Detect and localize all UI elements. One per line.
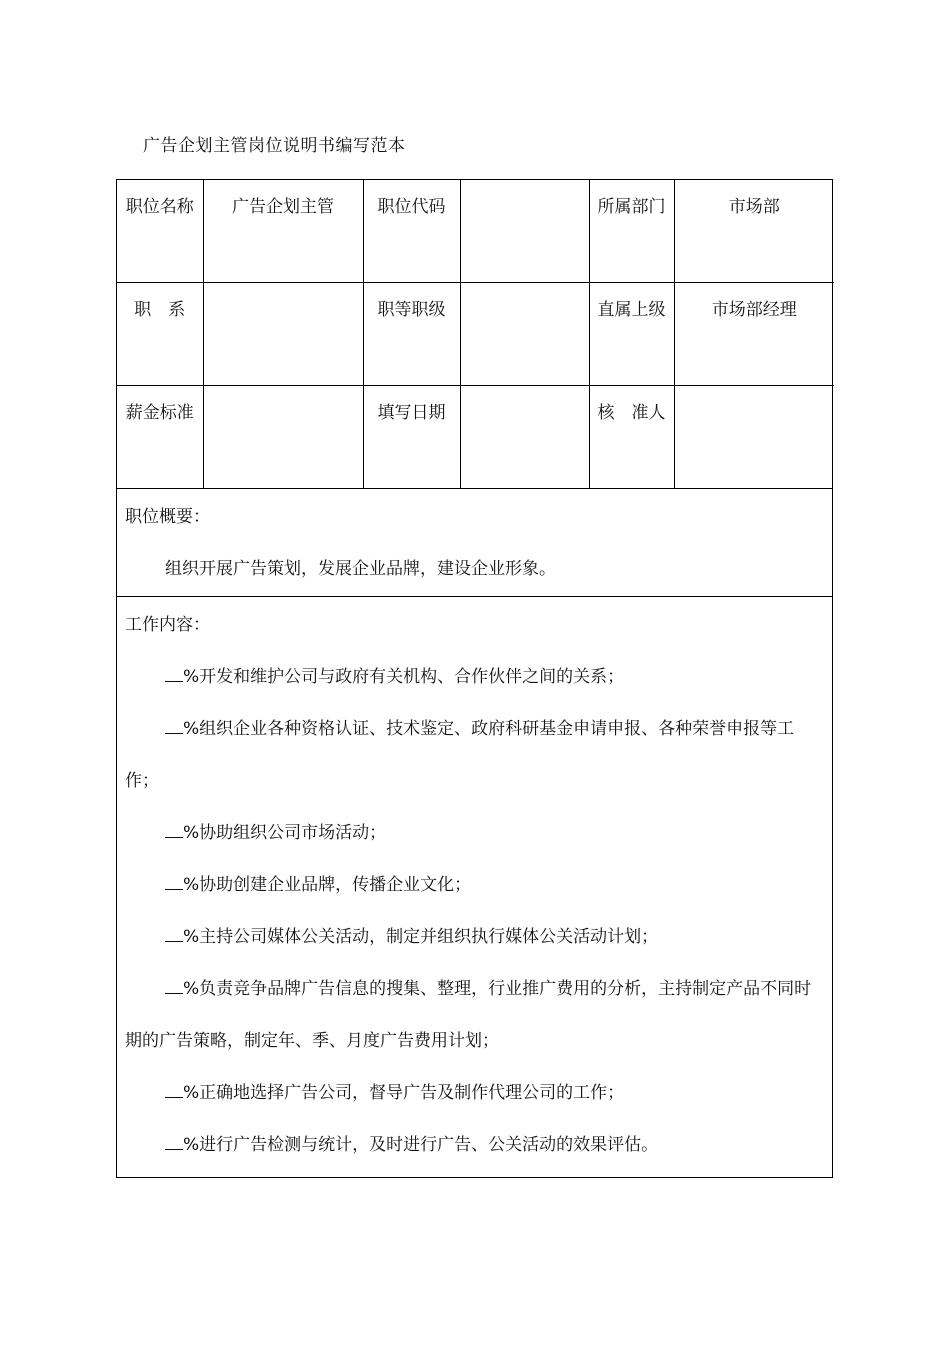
list-item: %协助组织公司市场活动；: [125, 807, 824, 859]
fill-blank: [165, 979, 183, 994]
table-row: [117, 283, 834, 386]
table-cell: [203, 386, 363, 489]
table-row: [117, 386, 834, 489]
table-cell: 市场部: [674, 180, 834, 283]
table-cell: 广告企划主管: [203, 180, 363, 283]
job-description-form: [116, 179, 833, 1178]
table-cell: 职等职级: [363, 283, 460, 386]
table-cell: 职 系: [117, 283, 203, 386]
list-item: %协助创建企业品牌，传播企业文化；: [125, 859, 824, 911]
table-cell: [203, 283, 363, 386]
work-label: 工作内容：: [125, 615, 210, 635]
table-cell: 职位名称: [117, 180, 203, 283]
work-section: [117, 596, 832, 1177]
fill-blank: [165, 823, 183, 838]
summary-text: 组织开展广告策划，发展企业品牌，建设企业形象。: [165, 559, 556, 579]
table-row: [117, 180, 834, 283]
table-cell: 核 准人: [589, 386, 674, 489]
table-cell: [674, 386, 834, 489]
list-item: %组织企业各种资格认证、技术鉴定、政府科研基金申请申报、各种荣誉申报等工作；: [125, 719, 795, 791]
document-title: 广告企划主管岗位说明书编写范本: [143, 136, 406, 156]
info-table: [117, 180, 834, 488]
list-item: %负责竞争品牌广告信息的搜集、整理，行业推广费用的分析，主持制定产品不同时期的广告策略，制定年、季、月度广告费用计划；: [125, 979, 812, 1051]
table-cell: 所属部门: [589, 180, 674, 283]
summary-section: [117, 488, 832, 596]
fill-blank: [165, 1135, 183, 1150]
table-cell: 填写日期: [363, 386, 460, 489]
fill-blank: [165, 875, 183, 890]
table-cell: [460, 283, 589, 386]
fill-blank: [165, 719, 183, 734]
fill-blank: [165, 667, 183, 682]
table-cell: [460, 180, 589, 283]
list-item: %开发和维护公司与政府有关机构、合作伙伴之间的关系；: [125, 651, 824, 703]
list-item: %进行广告检测与统计，及时进行广告、公关活动的效果评估。: [125, 1119, 824, 1171]
fill-blank: [165, 927, 183, 942]
summary-label: 职位概要：: [125, 507, 210, 527]
fill-blank: [165, 1083, 183, 1098]
table-cell: [460, 386, 589, 489]
table-cell: 直属上级: [589, 283, 674, 386]
list-item: %正确地选择广告公司，督导广告及制作代理公司的工作；: [125, 1067, 824, 1119]
table-cell: 职位代码: [363, 180, 460, 283]
list-item: %主持公司媒体公关活动，制定并组织执行媒体公关活动计划；: [125, 911, 824, 963]
table-cell: 薪金标准: [117, 386, 203, 489]
table-cell: 市场部经理: [674, 283, 834, 386]
